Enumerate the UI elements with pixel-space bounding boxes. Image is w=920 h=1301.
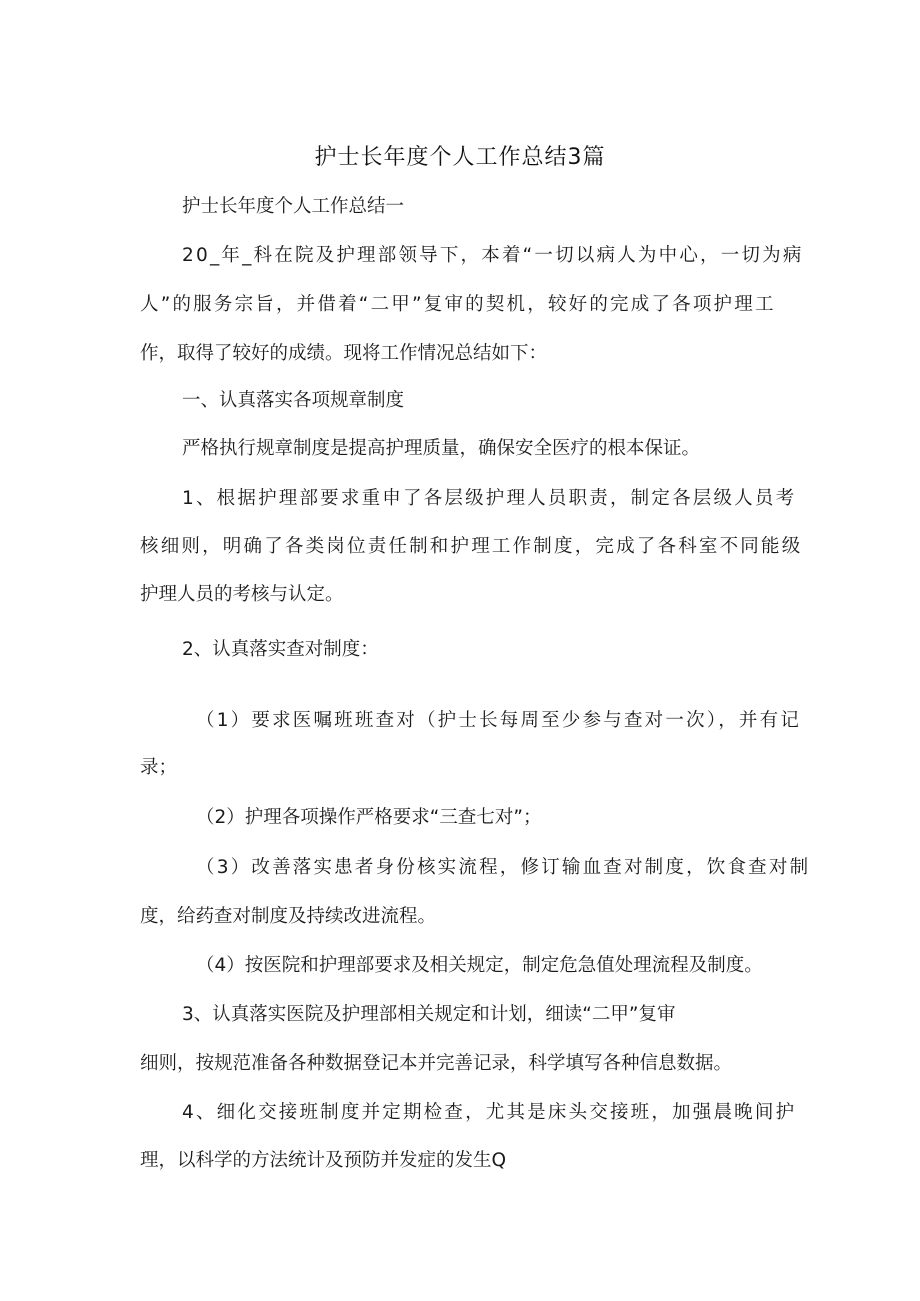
section-heading: 一、认真落实各项规章制度 bbox=[182, 390, 405, 411]
paragraph-line: 作，取得了较好的成绩。现将工作情况总结如下： bbox=[140, 343, 548, 364]
paragraph-line: 护理人员的考核与认定。 bbox=[140, 584, 344, 605]
paragraph-line: 理，以科学的方法统计及预防并发症的发生Q bbox=[140, 1150, 507, 1171]
paragraph-line: （2）护理各项操作严格要求“三查七对”； bbox=[196, 807, 542, 828]
paragraph-line: 核细则，明确了各类岗位责任制和护理工作制度，完成了各科室不同能级 bbox=[140, 536, 803, 557]
paragraph-line: 录； bbox=[140, 757, 178, 778]
paragraph-line: 细则，按规范准备各种数据登记本并完善记录，科学填写各种信息数据。 bbox=[140, 1053, 733, 1074]
paragraph-line: （1）要求医嘱班班查对（护士长每周至少参与查对一次），并有记 bbox=[196, 710, 802, 731]
paragraph-line: 1、根据护理部要求重申了各层级护理人员职责，制定各层级人员考 bbox=[182, 488, 797, 509]
paragraph-line: 4、细化交接班制度并定期检查，尤其是床头交接班，加强晨晚间护 bbox=[182, 1102, 797, 1123]
paragraph-line: 人”的服务宗旨，并借着“二甲”复审的契机，较好的完成了各项护理工 bbox=[140, 294, 776, 315]
paragraph-line: 严格执行规章制度是提高护理质量，确保安全医疗的根本保证。 bbox=[182, 438, 701, 459]
paragraph-line: （3）改善落实患者身份核实流程，修订输血查对制度，饮食查对制 bbox=[196, 857, 811, 878]
paragraph-line: 度，给药查对制度及持续改进流程。 bbox=[140, 906, 437, 927]
paragraph-line: 2、认真落实查对制度： bbox=[182, 639, 379, 660]
paragraph-line: 20_年_科在院及护理部领导下，本着“一切以病人为中心，一切为病 bbox=[182, 245, 804, 266]
paragraph-line: （4）按医院和护理部要求及相关规定，制定危急值处理流程及制度。 bbox=[196, 955, 763, 976]
document-title: 护士长年度个人工作总结3篇 bbox=[314, 145, 606, 170]
section-heading: 护士长年度个人工作总结一 bbox=[182, 196, 405, 217]
paragraph-line: 3、认真落实医院及护理部相关规定和计划，细读“二甲”复审 bbox=[182, 1004, 676, 1025]
